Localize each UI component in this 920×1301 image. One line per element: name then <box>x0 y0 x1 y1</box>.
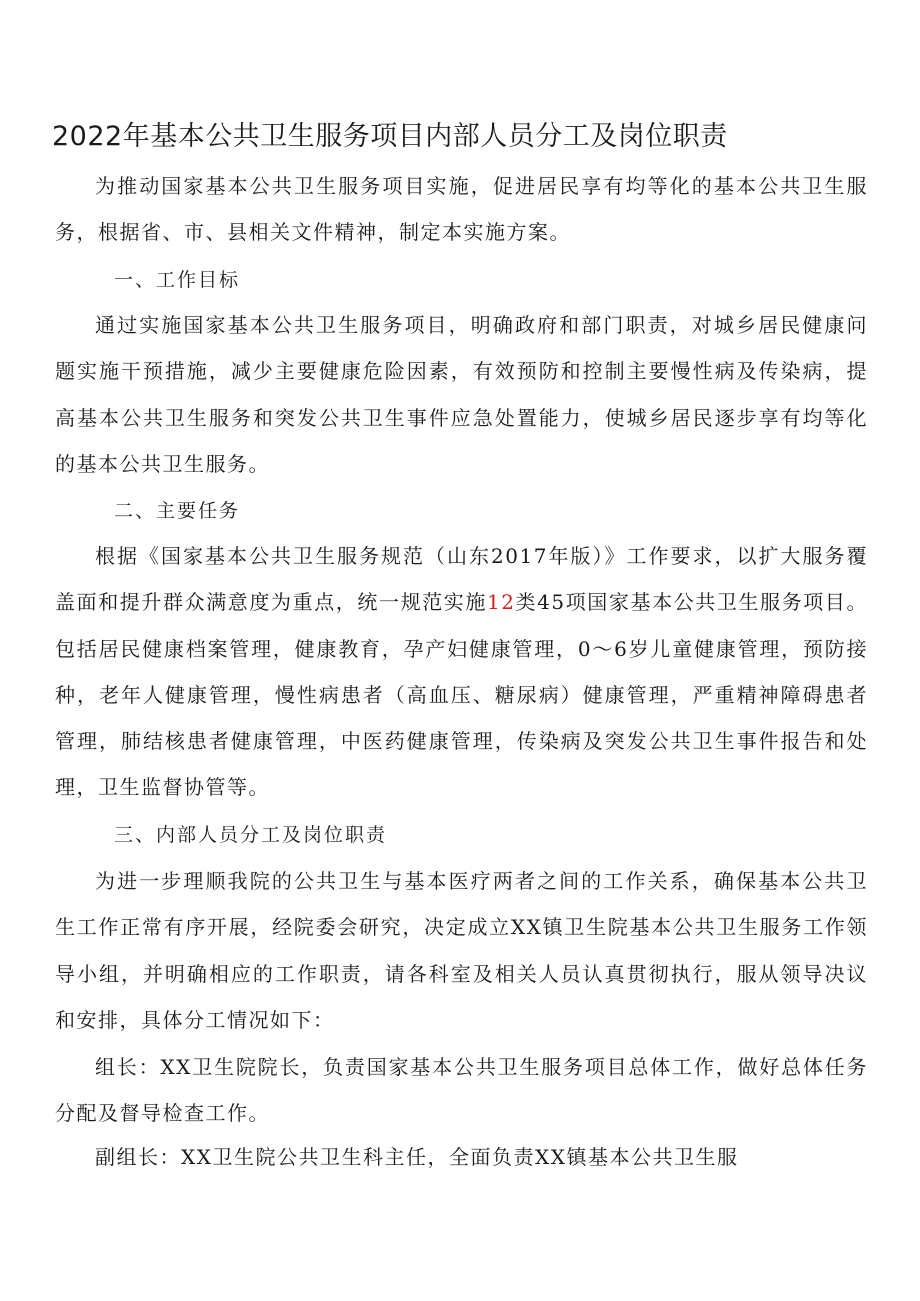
section3-heading: 三、内部人员分工及岗位职责 <box>114 824 388 846</box>
section2-body-after: 类45项国家基本公共卫生服务项目。包括居民健康档案管理，健康教育，孕产妇健康管理，0～6岁儿童健康管理，预防接种，老年人健康管理，慢性病患者（高血压、糖尿病）健康管理，严重精神障碍患者管理，肺结核患者健康管理，中医药健康管理，传染病及突发公共卫生事件报告和处理，卫生监督协管等。 <box>55 590 868 800</box>
document-title: 2022年基本公共卫生服务项目内部人员分工及岗位职责 <box>52 121 728 152</box>
section3-body: 为进一步理顺我院的公共卫生与基本医疗两者之间的工作关系，确保基本公共卫生工作正常有序开展，经院委会研究，决定成立XX镇卫生院基本公共卫生服务工作领导小组，并明确相应的工作职责，请各科室及相关人员认真贯彻执行，服从领导决议和安排，具体分工情况如下： <box>55 869 868 1032</box>
section2-body-before: 根据《国家基本公共卫生服务规范（山东2017年版）》工作要求，以扩大服务覆盖面和提升群众满意度为重点，统一规范实施 <box>55 544 868 615</box>
intro-paragraph: 为推动国家基本公共卫生服务项目实施，促进居民享有均等化的基本公共卫生服务，根据省、市、县相关文件精神，制定本实施方案。 <box>55 174 868 245</box>
highlight-number: 12 <box>487 590 516 615</box>
section1-heading: 一、工作目标 <box>114 269 241 291</box>
section1-body: 通过实施国家基本公共卫生服务项目，明确政府和部门职责，对城乡居民健康问题实施干预措施，减少主要健康危险因素，有效预防和控制主要慢性病及传染病，提高基本公共卫生服务和突发公共卫生事件应急处置能力，使城乡居民逐步享有均等化的基本公共卫生服务。 <box>55 313 868 476</box>
section2-heading: 二、主要任务 <box>114 500 241 522</box>
section2-body <box>55 533 868 811</box>
deputy-paragraph: 副组长：XX卫生院公共卫生科主任，全面负责XX镇基本公共卫生服 <box>95 1145 739 1169</box>
leader-paragraph: 组长：XX卫生院院长，负责国家基本公共卫生服务项目总体工作，做好总体任务分配及督导检查工作。 <box>55 1055 868 1126</box>
